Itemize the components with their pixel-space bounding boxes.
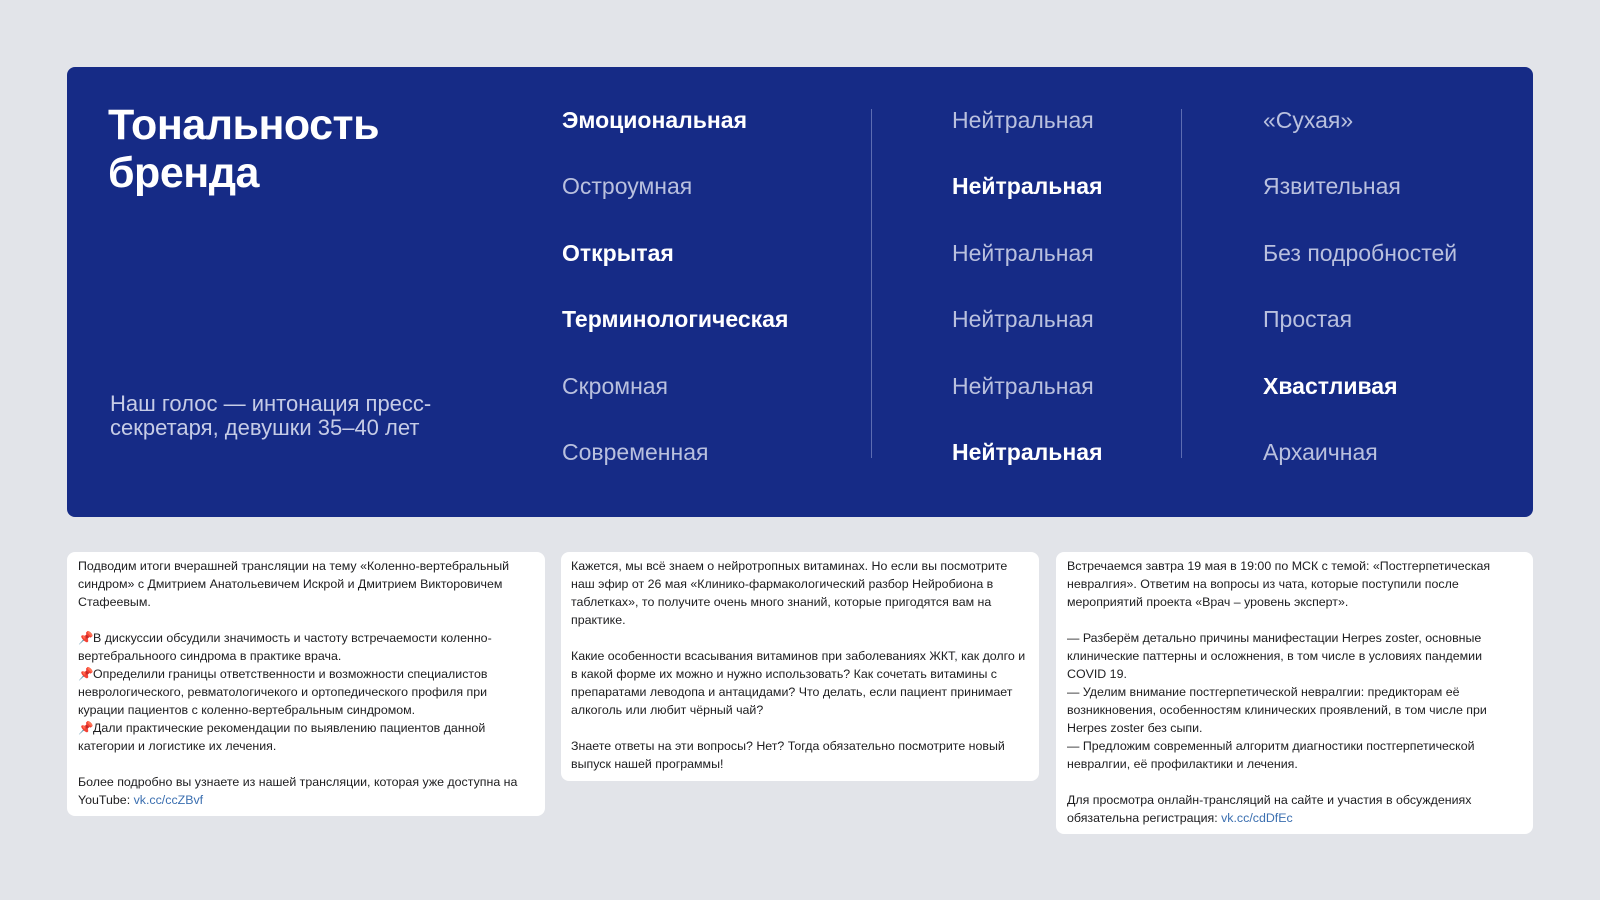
tone-item: Остроумная xyxy=(562,173,693,200)
tone-item: Нейтральная xyxy=(952,438,1103,465)
post-list-item: — Разберём детально причины манифестации Herpes zoster, основные клинические паттерны и осложнения, в том числе в условиях пандемии COVID 19. xyxy=(1067,631,1483,681)
post-list-item: — Предложим современный алгоритм диагностики постгерпетической невралгии, её профилактики и лечения. xyxy=(1067,739,1475,771)
panel-title xyxy=(108,101,379,197)
tone-item: Эмоциональная xyxy=(562,107,747,133)
post-paragraph: Какие особенности всасывания витаминов при заболеваниях ЖКТ, как долго и в какой форме их можно и нужно использовать? Как сочетать витамины с препаратами леводопа и антацидами? Что делать, если пациент принимает алкоголь или любит чёрный чай? xyxy=(571,649,1026,717)
title-line-1: Тональность xyxy=(108,101,380,149)
tone-column-middle xyxy=(952,107,1103,505)
tone-item: Хвастливая xyxy=(1263,372,1398,399)
tone-item: Нейтральная xyxy=(952,239,1094,266)
column-divider xyxy=(871,109,872,458)
pushpin-icon: 📌 xyxy=(78,721,94,735)
post-bullet: 📌Определили границы ответственности и возможности специалистов неврологического, ревматологичекого и ортопедического профиля при курации пациентов с коленно-вертебральным синдромом. xyxy=(78,667,488,717)
post-card-1 xyxy=(67,552,545,816)
post-outro: Для просмотра онлайн-трансляций на сайте и участия в обсуждениях обязательна регистрация: vk.cc/cdDfEc xyxy=(1067,793,1472,825)
tone-item: Открытая xyxy=(562,239,674,266)
pushpin-icon: 📌 xyxy=(78,667,94,681)
post-outro: Более подробно вы узнаете из нашей трансляции, которая уже доступна на YouTube: vk.cc/ccZBvf xyxy=(78,775,518,807)
post-link[interactable]: vk.cc/cdDfEc xyxy=(1221,811,1293,825)
post-list-item: — Уделим внимание постгерпетической невралгии: предикторам её возникновения, особенностям клинических проявлений, в том числе при Herpes zoster без сыпи. xyxy=(1067,685,1487,735)
tone-item: Без подробностей xyxy=(1263,239,1458,266)
post-paragraph: Знаете ответы на эти вопросы? Нет? Тогда обязательно посмотрите новый выпуск нашей программы! xyxy=(571,739,1005,771)
pushpin-icon: 📌 xyxy=(78,631,94,645)
panel-subtitle: Наш голос — интонация пресс-секретаря, девушки 35–40 лет xyxy=(110,391,432,440)
tone-item: Простая xyxy=(1263,306,1353,333)
tone-item: «Сухая» xyxy=(1263,107,1354,133)
post-card-3 xyxy=(1056,552,1533,834)
post-link[interactable]: vk.cc/ccZBvf xyxy=(133,793,204,807)
tone-item: Скромная xyxy=(562,372,669,399)
post-intro: Подводим итоги вчерашней трансляции на тему «Коленно-вертебральный синдром» с Дмитрием Анатольевичем Искрой и Дмитрием Викторовичем Стафеевым. xyxy=(78,559,510,609)
post-bullet: 📌Дали практические рекомендации по выявлению пациентов данной категории и логистике их лечения. xyxy=(78,721,486,753)
brand-tone-panel xyxy=(67,67,1533,517)
tone-item: Нейтральная xyxy=(952,173,1103,200)
tone-item: Архаичная xyxy=(1263,438,1378,465)
tone-item: Нейтральная xyxy=(952,306,1094,333)
tone-item: Язвительная xyxy=(1263,173,1401,200)
tone-item: Нейтральная xyxy=(952,107,1094,133)
post-intro: Встречаемся завтра 19 мая в 19:00 по МСК с темой: «Постгерпетическая невралгия». Ответим на вопросы из чата, которые поступили после мероприятий проекта «Врач – уровень эксперт». xyxy=(1067,559,1491,609)
post-bullet: 📌В дискуссии обсудили значимость и частоту встречаемости коленно-вертебральнoого синдрома в практике врача. xyxy=(78,631,492,663)
title-line-2: бренда xyxy=(108,149,259,197)
post-card-2 xyxy=(561,552,1039,781)
tone-item: Нейтральная xyxy=(952,372,1094,399)
tone-column-left xyxy=(562,107,788,505)
column-divider xyxy=(1181,109,1182,458)
tone-item: Современная xyxy=(562,438,709,465)
tone-column-right xyxy=(1263,107,1457,505)
tone-item: Терминологическая xyxy=(562,306,789,333)
post-paragraph: Кажется, мы всё знаем о нейротропных витаминах. Но если вы посмотрите наш эфир от 26 мая «Клинико-фармакологический разбор Нейробиона в таблетках», то получите очень много знаний, которые пригодятся вам на практике. xyxy=(571,559,1008,627)
